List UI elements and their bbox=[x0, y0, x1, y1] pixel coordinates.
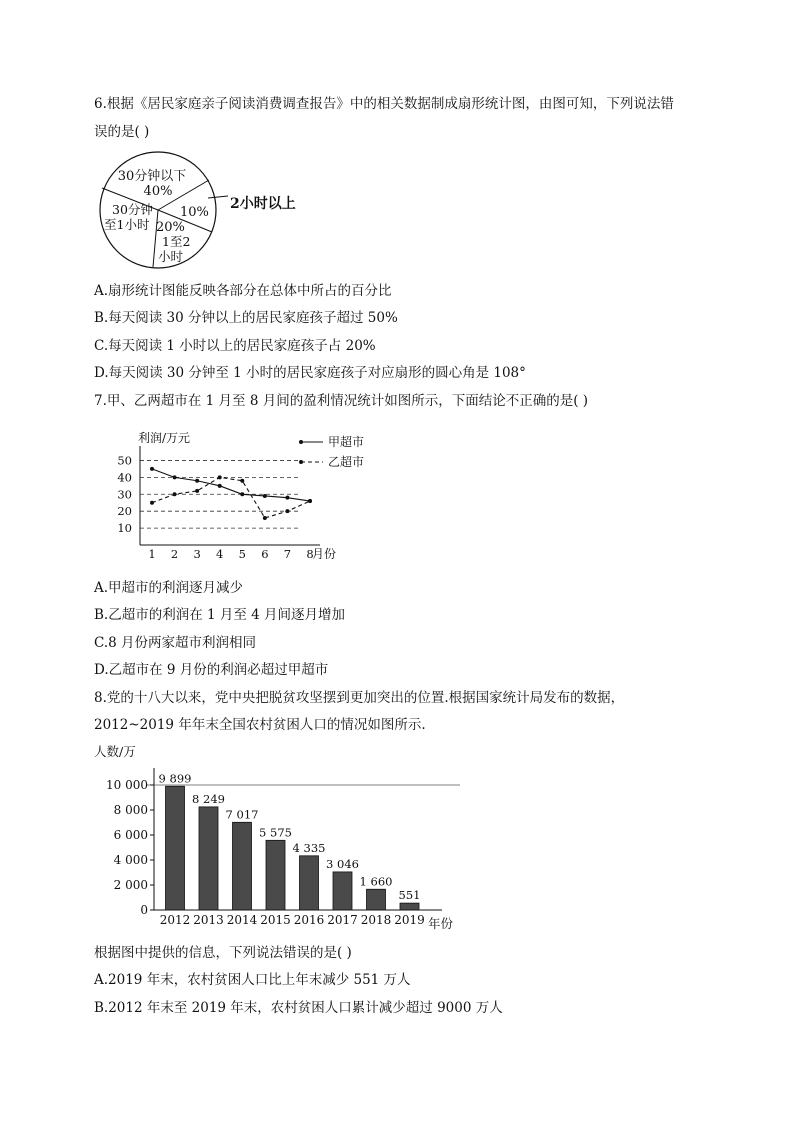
line-chart-point-s1-5 bbox=[240, 492, 244, 496]
q6-option-b: B.每天阅读 30 分钟以上的居民家庭孩子超过 50% bbox=[94, 310, 398, 326]
line-chart-point-s1-7 bbox=[285, 496, 289, 500]
q8-stem-line2: 2012~2019 年年末全国农村贫困人口的情况如图所示. bbox=[94, 717, 426, 733]
q7-line-chart bbox=[110, 428, 380, 568]
line-chart-point-s2-4 bbox=[218, 475, 222, 479]
line-chart-ytick-50: 50 bbox=[117, 453, 132, 468]
q8-option-a: A.2019 年末，农村贫困人口比上年末减少 551 万人 bbox=[94, 972, 411, 988]
bar-chart-bar-2012 bbox=[166, 786, 185, 910]
line-chart-xtick-3: 3 bbox=[193, 547, 201, 561]
pie-pct-d: 10% bbox=[180, 205, 209, 220]
bar-chart-ytick-8000: 8 000 bbox=[113, 803, 148, 817]
bar-chart-bar-2014 bbox=[233, 822, 252, 910]
line-chart-point-s2-6 bbox=[263, 516, 267, 520]
q7-stem: 7.甲、乙两超市在 1 月至 8 月间的盈利情况统计如图所示，下面结论不正确的是( ) bbox=[94, 393, 589, 409]
line-chart-point-s2-5 bbox=[240, 479, 244, 483]
bar-chart-ytick-2000: 2 000 bbox=[113, 878, 148, 892]
bar-chart-value-label-2019: 551 bbox=[398, 888, 421, 903]
bar-chart-ytick-0: 0 bbox=[140, 903, 148, 917]
bar-chart-value-label-2018: 1 660 bbox=[359, 874, 393, 889]
line-chart-ytick-30: 30 bbox=[117, 487, 132, 502]
q7-option-a: A.甲超市的利润逐月减少 bbox=[94, 580, 244, 596]
q8-option-b: B.2012 年末至 2019 年末，农村贫困人口累计减少超过 9000 万人 bbox=[94, 1000, 503, 1016]
bar-chart-bar-2019 bbox=[400, 903, 419, 910]
line-chart-xtick-4: 4 bbox=[216, 547, 224, 561]
bar-chart-bar-2015 bbox=[266, 840, 285, 910]
pie-label-c2: 小时 bbox=[158, 249, 184, 264]
bar-chart-bar-2017 bbox=[333, 872, 352, 910]
line-chart-point-s2-3 bbox=[195, 489, 199, 493]
line-chart-xtick-7: 7 bbox=[283, 547, 292, 561]
line-chart-point-s1-2 bbox=[173, 475, 177, 479]
q7-option-d: D.乙超市在 9 月份的利润必超过甲超市 bbox=[94, 662, 329, 678]
line-chart-point-s2-1 bbox=[150, 501, 154, 505]
bar-chart-value-label-2015: 5 575 bbox=[259, 825, 292, 840]
q8-bar-chart bbox=[92, 742, 472, 934]
bar-chart-xtick-2019: 2019 bbox=[394, 913, 425, 927]
q7-option-b: B.乙超市的利润在 1 月至 4 月间逐月增加 bbox=[94, 607, 346, 623]
pie-label-b1: 30分钟 bbox=[112, 202, 153, 217]
pie-label-c1: 1至2 bbox=[162, 234, 191, 249]
bar-chart-xlabel: 年份 bbox=[428, 916, 454, 931]
bar-chart-xtick-2013: 2013 bbox=[193, 913, 224, 927]
bar-chart-ytick-4000: 4 000 bbox=[113, 853, 148, 867]
q6-stem-line1: 6.根据《居民家庭亲子阅读消费调查报告》中的相关数据制成扇形统计图，由图可知，下列说法错 bbox=[94, 96, 674, 112]
line-chart-xtick-1: 1 bbox=[148, 547, 156, 561]
pie-pct-a: 40% bbox=[143, 184, 173, 199]
line-chart-ytick-20: 20 bbox=[117, 504, 132, 519]
line-chart-xtick-6: 6 bbox=[261, 547, 269, 561]
q6-option-c: C.每天阅读 1 小时以上的居民家庭孩子占 20% bbox=[94, 338, 376, 354]
q8-question: 根据图中提供的信息，下列说法错误的是( ) bbox=[94, 945, 352, 961]
line-chart-legend-marker-2 bbox=[299, 460, 303, 464]
q6-option-d: D.每天阅读 30 分钟至 1 小时的居民家庭孩子对应扇形的圆心角是 108° bbox=[94, 365, 526, 381]
bar-chart-xtick-2017: 2017 bbox=[327, 913, 358, 927]
q6-stem-line2: 误的是( ) bbox=[94, 124, 150, 140]
pie-label-a: 30分钟以下 bbox=[117, 169, 187, 184]
bar-chart-value-label-2016: 4 335 bbox=[292, 840, 326, 855]
line-chart-point-s1-1 bbox=[150, 467, 154, 471]
line-chart-ytick-10: 10 bbox=[117, 521, 132, 536]
line-chart-ylabel: 利润/万元 bbox=[138, 431, 191, 445]
bar-chart-xtick-2018: 2018 bbox=[360, 913, 392, 927]
line-chart-legend-label-2: 乙超市 bbox=[328, 455, 365, 469]
bar-chart-ylabel: 人数/万 bbox=[94, 744, 136, 759]
bar-chart-bar-2018 bbox=[367, 889, 386, 910]
line-chart-xlabel: 月份 bbox=[312, 547, 337, 561]
bar-chart-xtick-2014: 2014 bbox=[226, 913, 258, 927]
line-chart-point-s1-4 bbox=[218, 484, 222, 488]
bar-chart-value-label-2013: 8 249 bbox=[192, 791, 225, 806]
line-chart-xtick-5: 5 bbox=[238, 547, 246, 561]
pie-pct-c: 20% bbox=[156, 220, 185, 235]
line-chart-xtick-8: 8 bbox=[306, 547, 314, 561]
line-chart-xtick-2: 2 bbox=[170, 547, 179, 561]
line-chart-point-s1-3 bbox=[195, 479, 199, 483]
line-chart-ytick-40: 40 bbox=[117, 470, 132, 485]
pie-callout-line bbox=[208, 196, 228, 198]
line-chart-legend-marker-1 bbox=[299, 440, 303, 444]
q6-pie-chart bbox=[90, 150, 320, 272]
bar-chart-xtick-2015: 2015 bbox=[260, 913, 291, 927]
q7-option-c: C.8 月份两家超市利润相同 bbox=[94, 635, 257, 651]
bar-chart-ytick-10000: 10 000 bbox=[106, 778, 148, 792]
bar-chart-bar-2016 bbox=[300, 856, 319, 910]
bar-chart-xtick-2012: 2012 bbox=[159, 913, 191, 927]
bar-chart-value-label-2012: 9 899 bbox=[158, 771, 192, 786]
line-chart-legend-label-1: 甲超市 bbox=[328, 435, 365, 449]
bar-chart-xtick-2016: 2016 bbox=[293, 913, 325, 927]
q8-stem-line1: 8.党的十八大以来，党中央把脱贫攻坚摆到更加突出的位置.根据国家统计局发布的数据， bbox=[94, 690, 625, 706]
line-chart-point-s2-2 bbox=[173, 492, 177, 496]
bar-chart-ytick-6000: 6 000 bbox=[113, 828, 148, 842]
line-chart-point-s1-6 bbox=[263, 494, 267, 498]
bar-chart-bar-2013 bbox=[199, 807, 218, 910]
bar-chart-value-label-2014: 7 017 bbox=[225, 807, 259, 822]
q6-option-a: A.扇形统计图能反映各部分在总体中所占的百分比 bbox=[94, 283, 392, 299]
pie-label-b2: 至1小时 bbox=[104, 217, 150, 232]
bar-chart-value-label-2017: 3 046 bbox=[326, 856, 359, 871]
pie-callout-label: 2小时以上 bbox=[230, 196, 296, 212]
line-chart-point-s2-7 bbox=[285, 509, 289, 513]
line-chart-point-s2-8 bbox=[308, 499, 312, 503]
